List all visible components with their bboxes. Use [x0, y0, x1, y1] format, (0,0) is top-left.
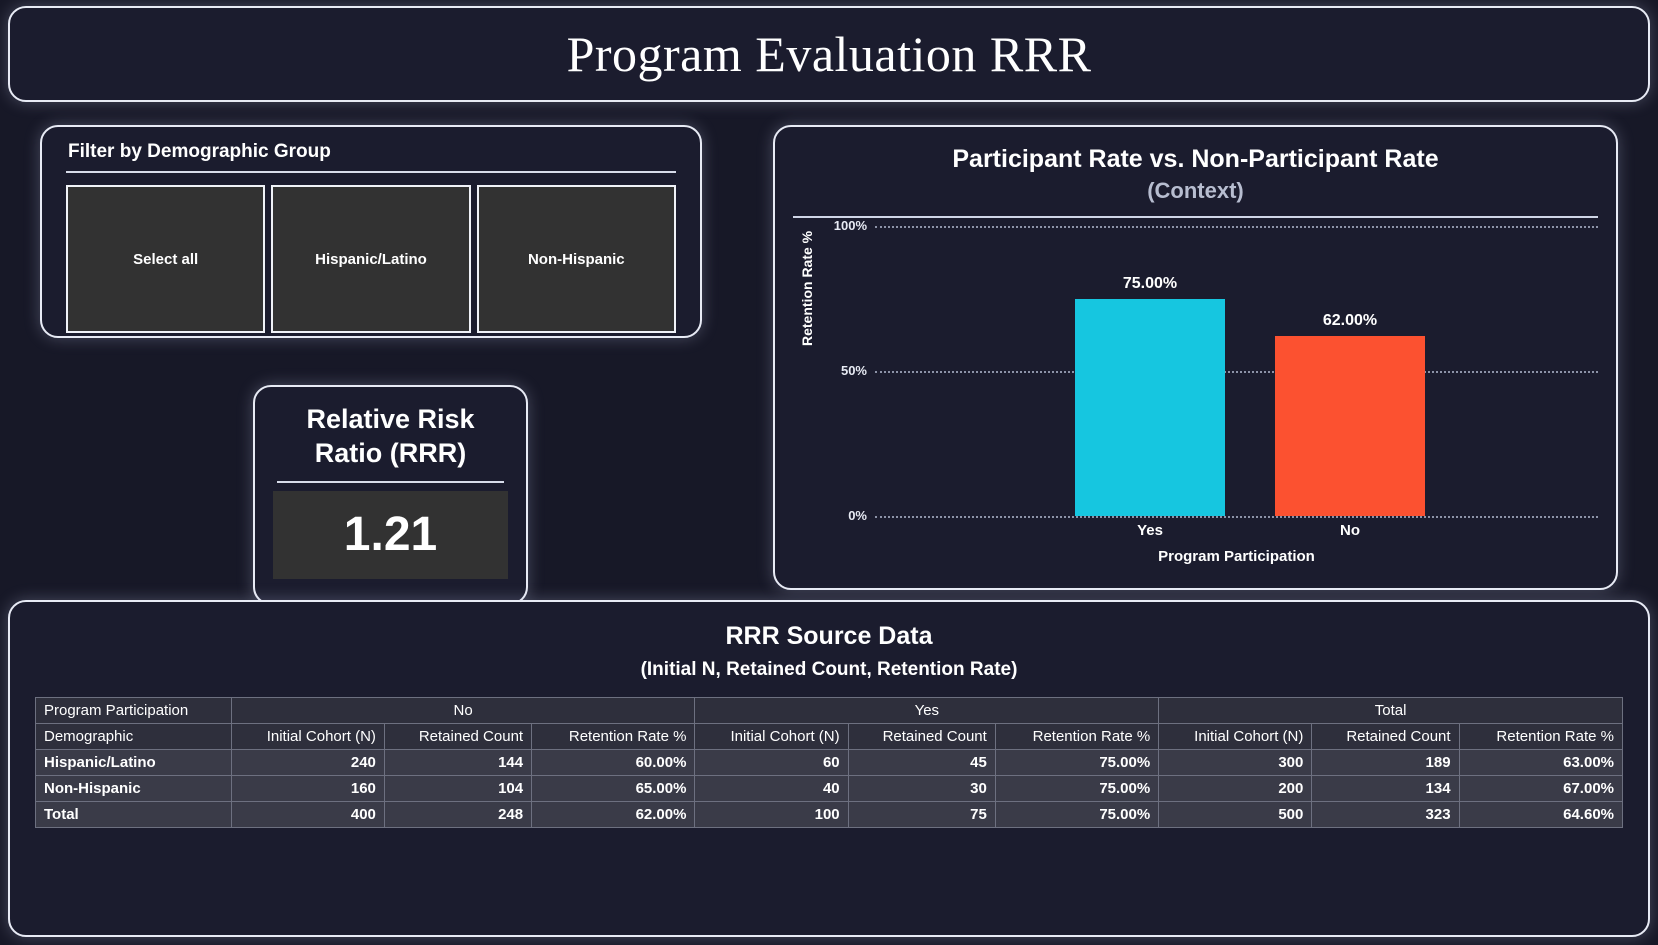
chart-title: Participant Rate vs. Non-Participant Rate: [952, 145, 1439, 173]
slicer-option-label: Non-Hispanic: [527, 250, 625, 268]
chart-bars: [875, 226, 1598, 539]
chart-x-axis-label: Program Participation: [1158, 548, 1315, 565]
table-title: RRR Source Data: [725, 622, 933, 650]
table-cell: 500: [1159, 802, 1312, 828]
table-cell: 248: [384, 802, 531, 828]
kpi-divider: [277, 481, 504, 483]
kpi-title-line2: Ratio (RRR): [314, 437, 467, 468]
table-cell: 240: [231, 750, 384, 776]
table-subheader-no-initial: Initial Cohort (N): [231, 724, 384, 750]
kpi-title-line1: Relative Risk: [306, 404, 475, 434]
table-cell: 200: [1159, 776, 1312, 802]
chart-subtitle: (Context): [1147, 178, 1244, 203]
bar-value-label-no: 62.00%: [1322, 312, 1378, 330]
table-cell: 160: [231, 776, 384, 802]
table-corner-header-top: Program Participation: [36, 698, 232, 724]
bar-no[interactable]: [1275, 336, 1425, 516]
table-cell: 300: [1159, 750, 1312, 776]
slicer-option-label: Select all: [133, 250, 199, 268]
table-row-label: Hispanic/Latino: [36, 750, 232, 776]
retention-rate-chart-card: [773, 125, 1618, 590]
chart-plot-area: [793, 218, 1598, 576]
bar-group-yes[interactable]: [1075, 274, 1225, 517]
table-row-label: Non-Hispanic: [36, 776, 232, 802]
table-row-label: Total: [36, 802, 232, 828]
bar-group-no[interactable]: [1275, 312, 1425, 516]
bar-yes[interactable]: [1075, 299, 1225, 517]
table-group-header-no: No: [231, 698, 695, 724]
table-subheader-no-retained: Retained Count: [384, 724, 531, 750]
table-cell: 64.60%: [1459, 802, 1622, 828]
table-cell: 323: [1312, 802, 1459, 828]
table-corner-header-bottom: Demographic: [36, 724, 232, 750]
slicer-title: Filter by Demographic Group: [68, 141, 331, 162]
table-row: [36, 776, 1623, 802]
rrr-source-data-table: [35, 697, 1623, 828]
rrr-source-data-card: [8, 600, 1650, 937]
slicer-options: [60, 185, 682, 333]
table-cell: 75: [848, 802, 995, 828]
table-subheader-total-rate: Retention Rate %: [1459, 724, 1622, 750]
table-row-total: [36, 802, 1623, 828]
table-cell: 100: [695, 802, 848, 828]
kpi-value: 1.21: [273, 491, 508, 579]
bar-value-label-yes: 75.00%: [1122, 274, 1178, 292]
table-header-sub-row: [36, 724, 1623, 750]
table-subheader-yes-initial: Initial Cohort (N): [695, 724, 848, 750]
y-tick-label-50: 50%: [840, 363, 867, 378]
table-cell: 144: [384, 750, 531, 776]
table-subheader-yes-rate: Retention Rate %: [995, 724, 1158, 750]
table-cell: 75.00%: [995, 776, 1158, 802]
table-row: [36, 750, 1623, 776]
kpi-title: [273, 397, 508, 471]
y-tick-label-100: 100%: [833, 218, 867, 233]
table-subtitle: (Initial N, Retained Count, Retention Rate): [640, 659, 1018, 680]
slicer-divider: [66, 171, 676, 173]
table-cell: 40: [695, 776, 848, 802]
rrr-kpi-card: [253, 385, 528, 605]
table-cell: 75.00%: [995, 802, 1158, 828]
table-subheader-yes-retained: Retained Count: [848, 724, 995, 750]
category-label-yes: Yes: [1137, 522, 1163, 539]
table-cell: 67.00%: [1459, 776, 1622, 802]
table-cell: 63.00%: [1459, 750, 1622, 776]
table-subheader-total-initial: Initial Cohort (N): [1159, 724, 1312, 750]
table-cell: 75.00%: [995, 750, 1158, 776]
table-header-group-row: [36, 698, 1623, 724]
table-cell: 134: [1312, 776, 1459, 802]
page-title: Program Evaluation RRR: [566, 26, 1092, 82]
table-cell: 60: [695, 750, 848, 776]
dashboard-title-card: [8, 6, 1650, 102]
table-group-header-yes: Yes: [695, 698, 1159, 724]
table-cell: 60.00%: [532, 750, 695, 776]
chart-title-divider: [793, 216, 1598, 218]
slicer-option-label: Hispanic/Latino: [315, 250, 427, 268]
table-subheader-no-rate: Retention Rate %: [532, 724, 695, 750]
y-tick-label-0: 0%: [848, 508, 867, 523]
slicer-option-select-all[interactable]: [66, 185, 265, 333]
table-cell: 104: [384, 776, 531, 802]
table-cell: 189: [1312, 750, 1459, 776]
table-subheader-total-retained: Retained Count: [1312, 724, 1459, 750]
gridline-0: [875, 516, 1598, 518]
table-group-header-total: Total: [1159, 698, 1623, 724]
slicer-option-non-hispanic[interactable]: [477, 185, 676, 333]
demographic-slicer-card: [40, 125, 702, 338]
table-cell: 62.00%: [532, 802, 695, 828]
table-cell: 65.00%: [532, 776, 695, 802]
chart-y-axis-label: Retention Rate %: [799, 230, 815, 346]
table-cell: 400: [231, 802, 384, 828]
table-cell: 30: [848, 776, 995, 802]
category-label-no: No: [1340, 522, 1360, 539]
slicer-option-hispanic-latino[interactable]: [271, 185, 470, 333]
table-cell: 45: [848, 750, 995, 776]
